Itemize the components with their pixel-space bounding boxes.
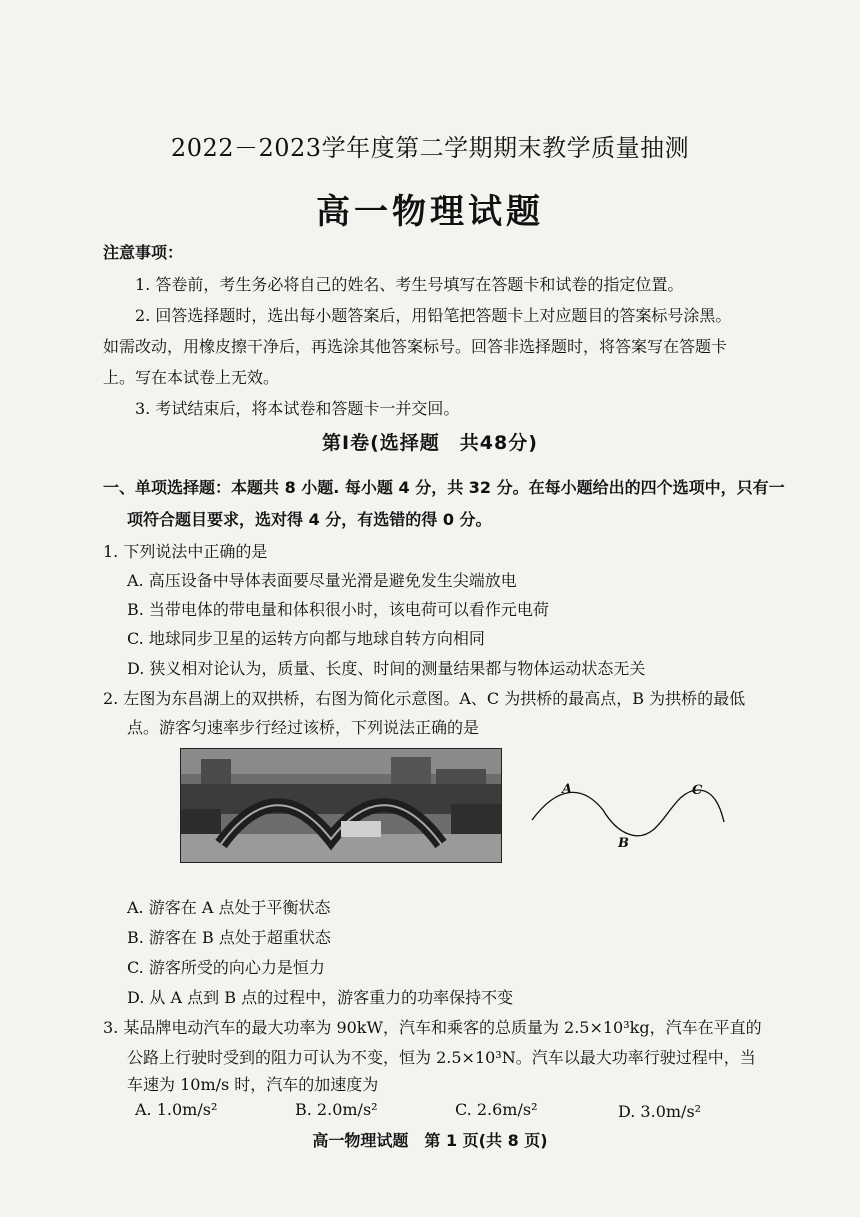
q3-option-d: D. 3.0m/s² (618, 1102, 702, 1121)
notice-item-2-line-2: 如需改动，用橡皮擦干净后，再选涂其他答案标号。回答非选择题时，将答案写在答题卡 (103, 337, 728, 356)
part1-instruction-line-2: 项符合题目要求，选对得 4 分，有选错的得 0 分。 (127, 510, 492, 529)
diagram-label-b: B (618, 836, 629, 851)
diagram-label-c: C (692, 783, 703, 798)
section-title: 第Ⅰ卷(选择题 共48分) (322, 432, 538, 454)
q1-option-d: D. 狭义相对论认为，质量、长度、时间的测量结果都与物体运动状态无关 (127, 659, 646, 678)
notice-item-2-line-3: 上。写在本试卷上无效。 (103, 368, 280, 387)
q1-stem: 1. 下列说法中正确的是 (103, 542, 268, 561)
q1-option-a: A. 高压设备中导体表面要尽量光滑是避免发生尖端放电 (127, 571, 517, 590)
page-footer: 高一物理试题 第 1 页(共 8 页) (312, 1131, 548, 1150)
q2-option-d: D. 从 A 点到 B 点的过程中，游客重力的功率保持不变 (127, 988, 514, 1007)
bridge-photo-drawing (181, 749, 501, 862)
bridge-photo (180, 748, 502, 863)
q3-stem-line-3: 车速为 10m/s 时，汽车的加速度为 (127, 1075, 379, 1094)
notice-item-1: 1. 答卷前，考生务必将自己的姓名、考生号填写在答题卡和试卷的指定位置。 (135, 275, 684, 294)
notice-heading: 注意事项： (103, 243, 184, 262)
exam-title: 2022－2023学年度第二学期期末教学质量抽测 (170, 134, 690, 162)
part1-instruction-line-1: 一、单项选择题：本题共 8 小题. 每小题 4 分，共 32 分。在每小题给出的四个选项中，只有一 (103, 478, 785, 497)
q2-stem-line-2: 点。游客匀速率步行经过该桥，下列说法正确的是 (127, 718, 480, 737)
q1-option-b: B. 当带电体的带电量和体积很小时，该电荷可以看作元电荷 (127, 600, 549, 619)
q3-stem-line-2: 公路上行驶时受到的阻力可认为不变，恒为 2.5×10³N。汽车以最大功率行驶过程中，当 (127, 1048, 756, 1067)
q3-stem-line-1: 3. 某品牌电动汽车的最大功率为 90kW，汽车和乘客的总质量为 2.5×10³kg，汽车在平直的 (103, 1018, 762, 1037)
q2-option-a: A. 游客在 A 点处于平衡状态 (127, 898, 331, 917)
subject-title: 高一物理试题 (316, 192, 544, 232)
q3-option-a: A. 1.0m/s² (135, 1100, 218, 1119)
q2-stem-line-1: 2. 左图为东昌湖上的双拱桥，右图为简化示意图。A、C 为拱桥的最高点，B 为拱桥的最低 (103, 689, 746, 708)
q2-option-c: C. 游客所受的向心力是恒力 (127, 958, 325, 977)
q1-option-c: C. 地球同步卫星的运转方向都与地球自转方向相同 (127, 629, 485, 648)
notice-item-3: 3. 考试结束后，将本试卷和答题卡一并交回。 (135, 399, 460, 418)
notice-item-2-line-1: 2. 回答选择题时，选出每小题答案后，用铅笔把答题卡上对应题目的答案标号涂黑。 (135, 306, 732, 325)
q2-option-b: B. 游客在 B 点处于超重状态 (127, 928, 331, 947)
q3-option-b: B. 2.0m/s² (295, 1100, 378, 1119)
q3-option-c: C. 2.6m/s² (455, 1100, 538, 1119)
diagram-label-a: A (562, 782, 573, 797)
